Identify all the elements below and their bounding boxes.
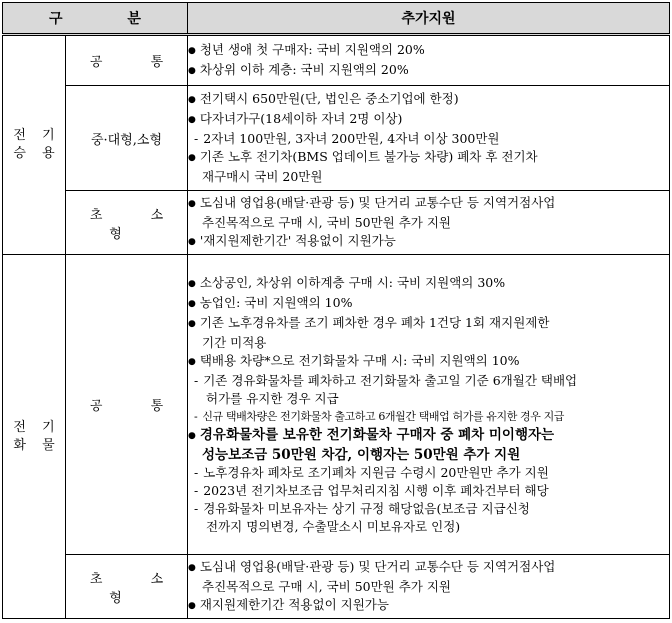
list-subitem: - 2023년 전기차보조금 업무처리지침 시행 이후 폐차건부터 해당: [188, 482, 669, 500]
list-item-emphasis-cont: 성능보조금 50만원 차감, 이행자는 50만원 추가 지원: [202, 446, 521, 463]
table-row: [3, 35, 670, 86]
subcategory-micro: 초 소 형: [66, 555, 188, 619]
subcategory-micro: 초 소 형: [66, 191, 188, 255]
table-row: [3, 191, 670, 255]
table-row: [3, 555, 670, 619]
table-row: [3, 255, 670, 555]
list-subitem: - 경유화물차 미보유자는 상기 규정 해당없음(보조금 지급신청: [188, 500, 669, 518]
list-item: ● 차상위 이하 계층: 국비 지원액의 20%: [188, 61, 669, 81]
list-subitem: - 기존 경유화물차를 폐차하고 전기화물차 출고일 기준 6개월간 택배업: [188, 372, 669, 390]
support-cell: [188, 255, 670, 555]
list-subitem-cont: 전까지 명의변경, 수출말소시 미보유자로 인정): [206, 518, 461, 534]
category-electric-truck: 전 기 화 물: [3, 255, 66, 619]
subcategory-mid-large-small: 중·대형,소형: [66, 86, 188, 191]
subcategory-common: 공 통: [66, 35, 188, 86]
header-additional-support: 추가지원: [188, 3, 670, 35]
list-subitem: - 2자녀 100만원, 3자녀 200만원, 4자녀 이상 300만원: [188, 130, 669, 148]
list-item-cont: 기간 미적용: [202, 334, 267, 350]
list-item-emphasis: ● 경유화물차를 보유한 전기화물차 구매자 중 폐차 미이행자는: [188, 426, 669, 446]
list-item: ● 도심내 영업용(배달·관광 등) 및 단거리 교통수단 등 지역거점사업: [188, 194, 669, 214]
list-item-cont: 재구매시 국비 20만원: [202, 169, 323, 184]
support-cell: [188, 555, 670, 619]
list-item-cont: 추진목적으로 구매 시, 국비 50만원 추가 지원: [202, 214, 451, 230]
list-item: ● 기존 노후경유차를 조기 폐차한 경우 폐차 1건당 1회 재지원제한: [188, 314, 669, 334]
list-subitem-cont: 허가를 유지한 경우 지급: [206, 390, 339, 406]
list-item: ● 택배용 차량*으로 전기화물차 구매 시: 국비 지원액의 10%: [188, 352, 669, 372]
subsidy-table: [2, 2, 670, 619]
list-item: ● 다자녀가구(18세이하 자녀 2명 이상): [188, 110, 669, 130]
category-electric-passenger: 전 기 승 용: [3, 35, 66, 255]
list-item: ● '재지원제한기간' 적용없이 지원가능: [188, 232, 669, 252]
list-item: ● 청년 생애 첫 구매자: 국비 지원액의 20%: [188, 41, 669, 61]
support-cell: [188, 86, 670, 191]
table-row: [3, 86, 670, 191]
subcategory-common: 공 통: [66, 255, 188, 555]
list-item: ● 농업인: 국비 지원액의 10%: [188, 294, 669, 314]
list-subitem: - 노후경유차 폐차로 조기폐차 지원금 수령시 20만원만 추가 지원: [188, 464, 669, 482]
support-cell: [188, 35, 670, 86]
table-header-row: [3, 3, 670, 35]
header-category: 구 분: [3, 3, 188, 35]
list-item: ● 소상공인, 차상위 이하계층 구매 시: 국비 지원액의 30%: [188, 274, 669, 294]
list-item: ● 도심내 영업용(배달·관광 등) 및 단거리 교통수단 등 지역거점사업: [188, 558, 669, 578]
support-cell: [188, 191, 670, 255]
list-subitem: - 신규 택배차량은 전기화물차 출고하고 6개월간 택배업 허가를 유지한 경우 지급: [188, 408, 669, 426]
list-item: ● 기존 노후 전기차(BMS 업데이트 불가능 차량) 폐차 후 전기차: [188, 148, 669, 168]
list-item: ● 재지원제한기간 적용없이 지원가능: [188, 596, 669, 616]
list-item-cont: 추진목적으로 구매 시, 국비 50만원 추가 지원: [202, 578, 451, 594]
list-item: ● 전기택시 650만원(단, 법인은 중소기업에 한정): [188, 90, 669, 110]
